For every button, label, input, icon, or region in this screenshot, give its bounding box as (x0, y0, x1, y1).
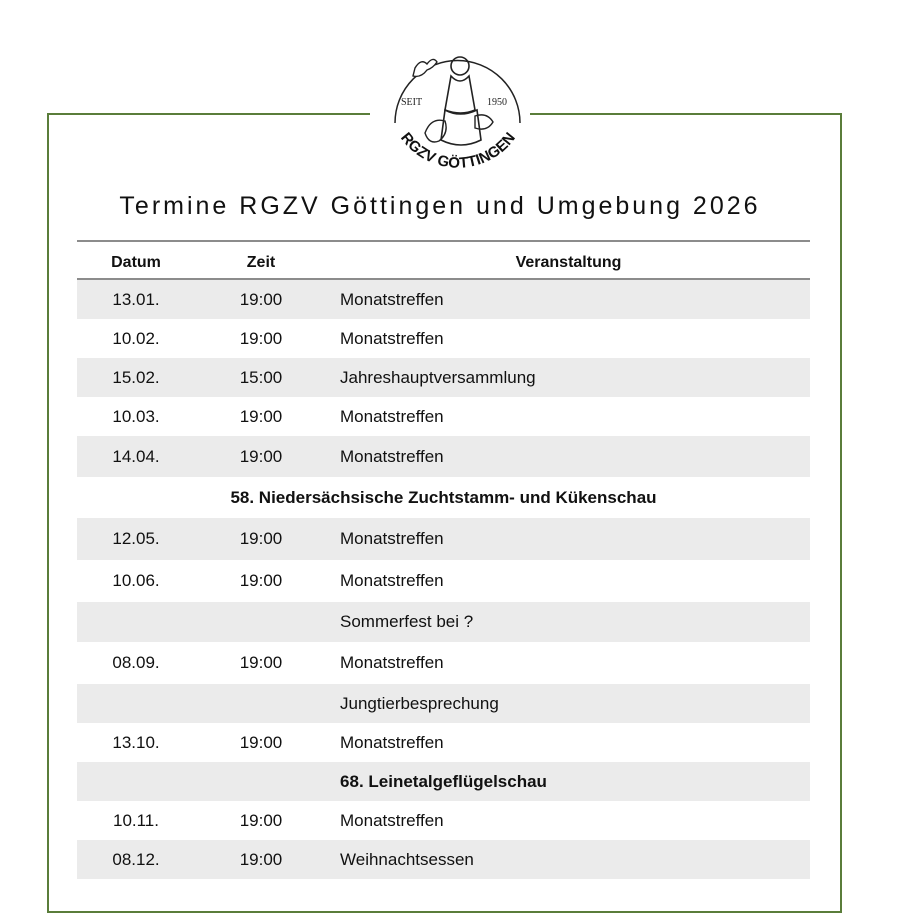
cell-date: 10.11. (112, 810, 159, 830)
table-row (77, 723, 810, 762)
cell-event: Monatstreffen (340, 406, 444, 426)
logo-seit-text: SEIT (401, 97, 423, 108)
cell-date: 12.05. (112, 529, 160, 548)
cell-time: 19:00 (239, 289, 283, 309)
table-header (77, 242, 810, 278)
table-row (77, 840, 810, 879)
cell-date: 08.12. (112, 849, 160, 869)
cell-event: Monatstreffen (340, 289, 444, 309)
cell-time: 19:00 (239, 446, 283, 466)
cell-event: Monatstreffen (340, 446, 444, 466)
page-title: Termine RGZV Göttingen und Umgebung 2026 (119, 192, 761, 220)
table-row (77, 560, 810, 602)
cell-event: Monatstreffen (340, 732, 444, 752)
cell-date: 08.09. (112, 653, 160, 672)
table-row-highlight (77, 762, 810, 801)
cell-date: 10.02. (112, 328, 160, 348)
table-row (77, 642, 810, 684)
cell-event: Monatstreffen (340, 653, 444, 672)
cell-event: 58. Niedersächsische Zuchtstamm- und Kükenschau (230, 487, 657, 507)
cell-time: 19:00 (239, 571, 283, 590)
cell-date: 14.04. (112, 446, 160, 466)
table-row (77, 684, 810, 723)
table-row-highlight (77, 477, 810, 518)
header-date: Datum (111, 254, 161, 271)
cell-event: Weihnachtsessen (340, 849, 474, 869)
cell-date: 10.03. (112, 406, 160, 426)
cell-event: Monatstreffen (340, 328, 444, 348)
club-logo (385, 38, 530, 188)
cell-event: 68. Leinetalgeflügelschau (340, 771, 547, 791)
cell-time: 19:00 (239, 653, 283, 672)
cell-event: Monatstreffen (340, 529, 444, 548)
cell-time: 19:00 (239, 328, 283, 348)
cell-event: Monatstreffen (340, 571, 444, 590)
cell-time: 19:00 (239, 406, 283, 426)
table-body (77, 280, 810, 879)
header-event: Veranstaltung (515, 254, 622, 271)
table-row (77, 280, 810, 319)
cell-date: 15.02. (112, 367, 160, 387)
cell-date: 13.10. (112, 732, 160, 752)
cell-date: 10.06. (112, 571, 160, 590)
table-row (77, 358, 810, 397)
header-time: Zeit (246, 254, 276, 271)
logo-year-text: 1950 (487, 97, 507, 108)
table-row (77, 436, 810, 477)
cell-event: Jahreshauptversammlung (340, 367, 536, 387)
cell-time: 19:00 (239, 849, 283, 869)
table-row (77, 602, 810, 642)
cell-event: Monatstreffen (340, 810, 444, 830)
table-row (77, 319, 810, 358)
cell-time: 19:00 (239, 810, 283, 830)
cell-event: Jungtierbesprechung (340, 693, 499, 713)
svg-text:RGZV GÖTTINGEN (397, 129, 519, 172)
schedule-table (77, 240, 810, 879)
cell-date: 13.01. (112, 289, 160, 309)
table-row (77, 518, 810, 560)
logo-name-text: RGZV GÖTTINGEN (397, 129, 519, 172)
table-row (77, 801, 810, 840)
cell-time: 19:00 (239, 529, 283, 548)
cell-time: 15:00 (239, 367, 283, 387)
cell-time: 19:00 (239, 732, 283, 752)
table-row (77, 397, 810, 436)
cell-event: Sommerfest bei ? (340, 612, 474, 631)
